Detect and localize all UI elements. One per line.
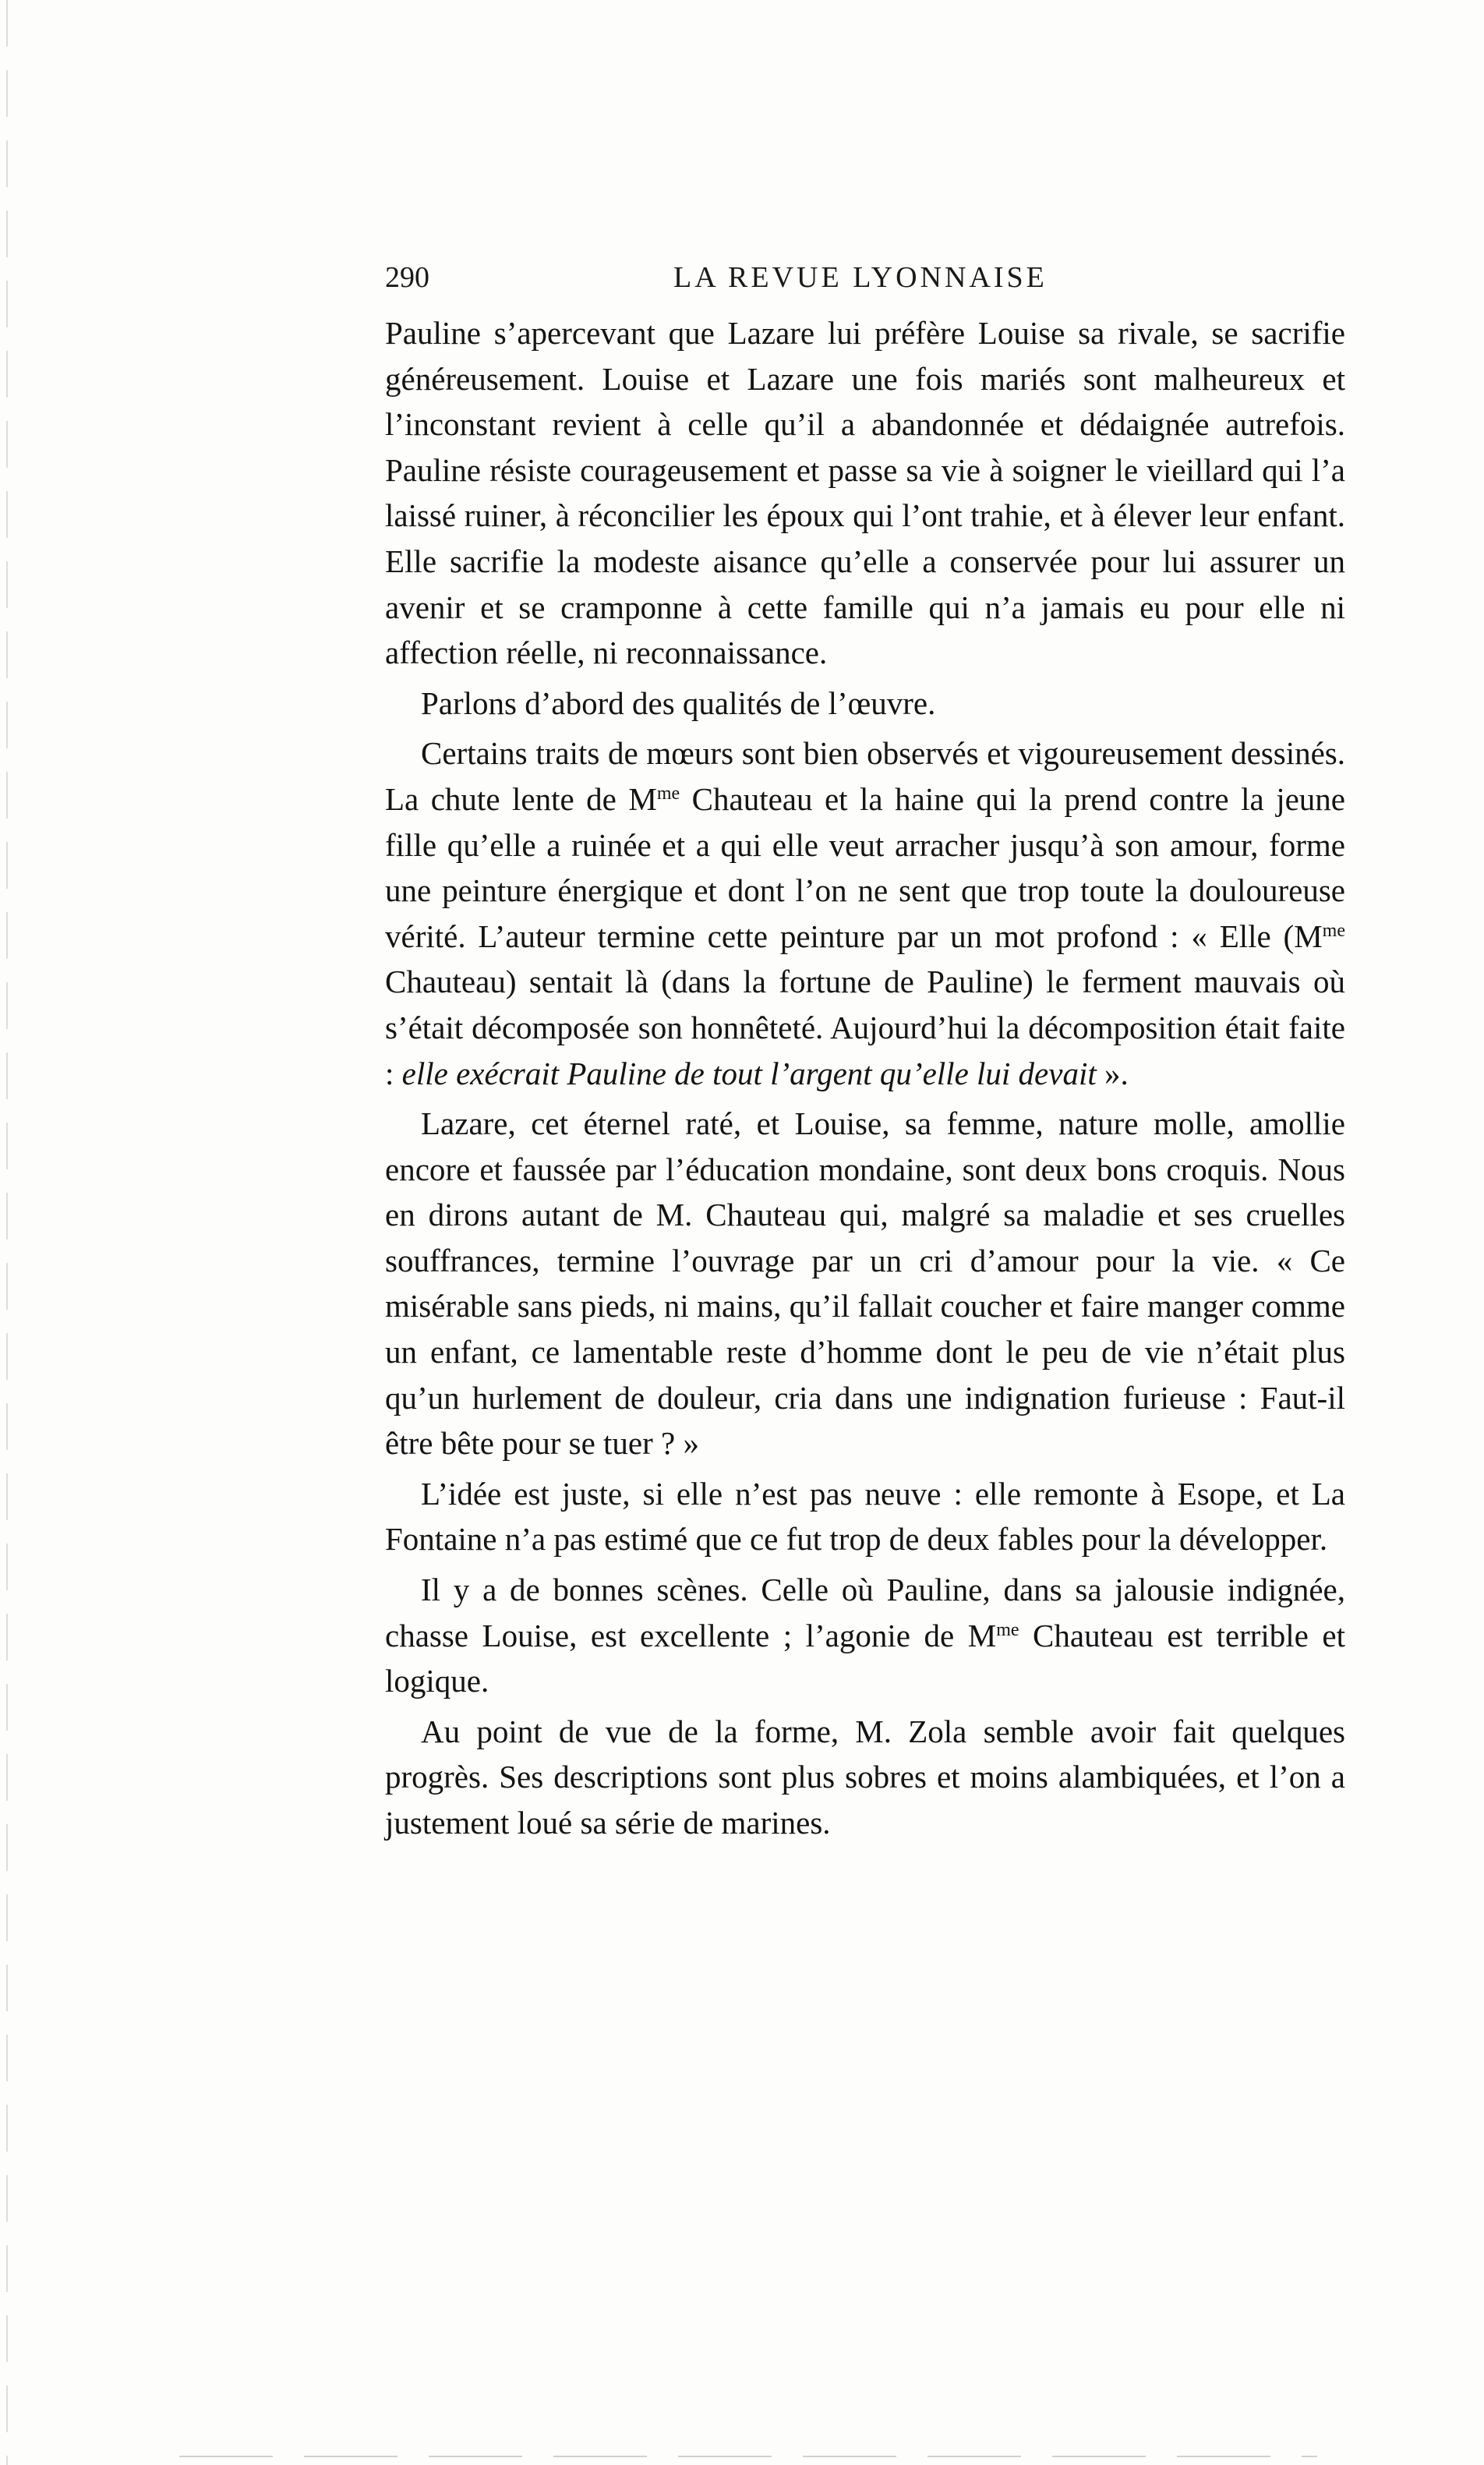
- paragraph-6: [385, 1567, 1345, 1704]
- paragraph-1: Pauline s’apercevant que Lazare lui préfère Louise sa rivale, se sacrifie généreusement. Louise et Lazare une fois mariés sont malheureux et l’inconstant revient à celle qu’il a abandonnée et dédaignée autrefois. Pauline résiste courageusement et passe sa vie à soigner le vieillard qui l’a laissé ruiner, à réconcilier les époux qui l’ont trahie, et à élever leur enfant. Elle sacrifie la modeste aisance qu’elle a conservée pour lui assurer un avenir et se cramponne à cette famille qui n’a jamais eu pour elle ni affection réelle, ni reconnaissance.: [385, 315, 1345, 671]
- paragraph-5: L’idée est juste, si elle n’est pas neuve : elle remonte à Esope, et La Fontaine n’a pas estimé que ce fut trop de deux fables pour la développer.: [385, 1475, 1345, 1558]
- body-text: [385, 310, 1345, 1851]
- bottom-scan-rule: [179, 2456, 1317, 2457]
- paragraph-3-part-d: ».: [1096, 1055, 1129, 1091]
- page-number: 290: [385, 261, 429, 294]
- paragraph-7: Au point de vue de la forme, M. Zola semble avoir fait quelques progrès. Ses descriptions sont plus sobres et moins alambiquées, et l’on a justement loué sa série de marines.: [385, 1713, 1345, 1841]
- paragraph-4: Lazare, cet éternel raté, et Louise, sa femme, nature molle, amollie encore et faussée par l’éducation mondaine, sont deux bons croquis. Nous en dirons autant de M. Chauteau qui, malgré sa maladie et ses cruelles souffrances, termine l’ouvrage par un cri d’amour pour la vie. « Ce misérable sans pieds, ni mains, qu’il fallait coucher et faire manger comme un enfant, ce lamentable reste d’homme dont le peu de vie n’était plus qu’un hurlement de douleur, cria dans une indignation furieuse : Faut-il être bête pour se tuer ? »: [385, 1105, 1345, 1462]
- paragraph-2: Parlons d’abord des qualités de l’œuvre.: [421, 684, 936, 721]
- paragraph-6-part-b: Chauteau est terrible et logique.: [385, 1617, 1345, 1699]
- paragraph-6-part-a: Il y a de bonnes scènes. Celle où Pauline, dans sa jalousie indignée, chasse Louise, est excellente ; l’agonie de M: [385, 1572, 1345, 1653]
- paragraph-3-part-c: Chauteau) sentait là (dans la fortune de Pauline) le ferment mauvais où s’était décomposée son honnêteté. Aujourd’hui la décomposition était faite :: [385, 964, 1345, 1091]
- paragraph-3: [385, 730, 1345, 1096]
- running-head: [385, 260, 1336, 299]
- superscript-me: me: [996, 1619, 1019, 1640]
- superscript-me: me: [1322, 920, 1345, 941]
- superscript-me: me: [656, 783, 680, 804]
- paragraph-3-italic-quote: elle exécrait Pauline de tout l’argent qu’elle lui devait: [401, 1055, 1097, 1091]
- paragraph-3-part-a: Certains traits de mœurs sont bien observés et vigoureusement dessinés. La chute lente de M: [385, 735, 1345, 817]
- journal-title: LA REVUE LYONNAISE: [673, 261, 1048, 294]
- paragraph-3-part-b: Chauteau et la haine qui la prend contre la jeune fille qu’elle a ruinée et a qui elle veut arracher jusqu’à son amour, forme une peinture énergique et dont l’on ne sent que trop toute la douloureuse vérité. L’auteur termine cette peinture par un mot profond : « Elle (M: [385, 780, 1345, 954]
- scan-edge-shadow: [6, 0, 8, 2465]
